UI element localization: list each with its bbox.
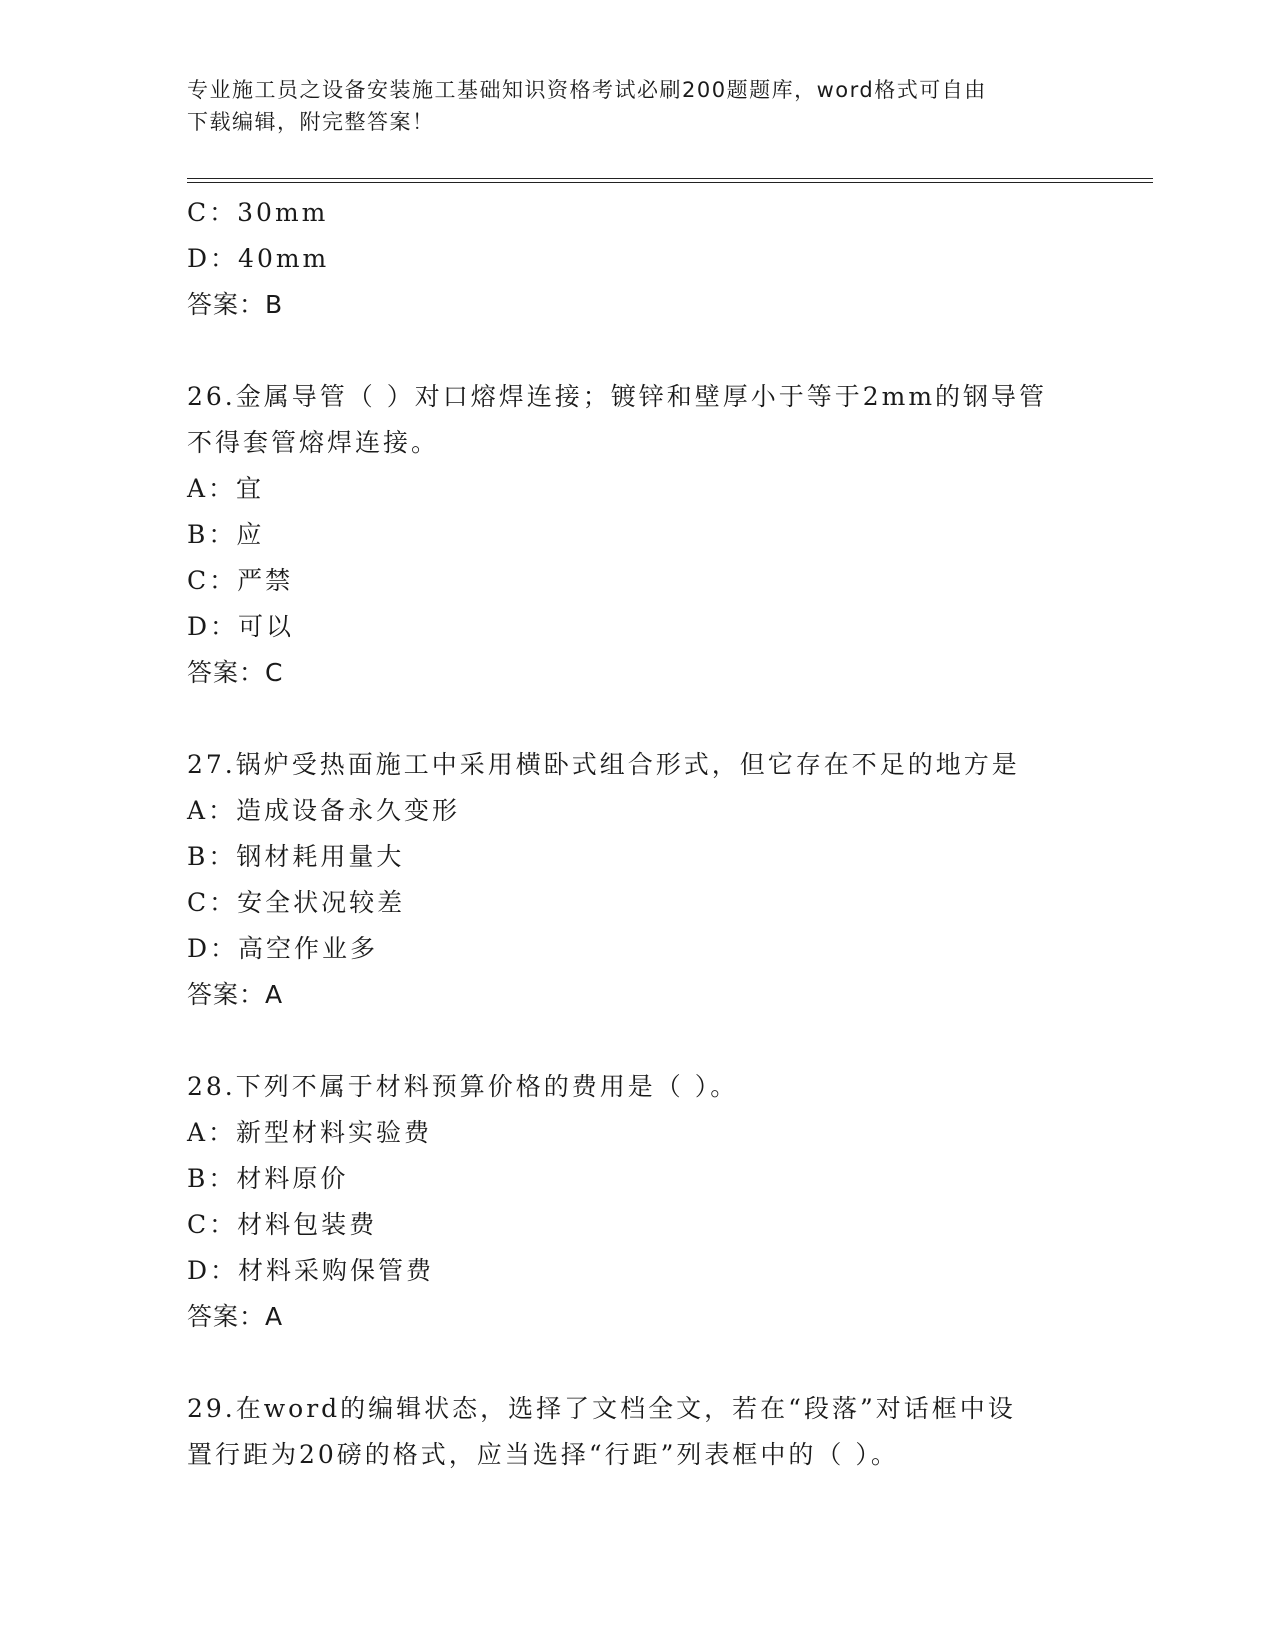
question-text-line: 26.金属导管（ ）对口熔焊连接；镀锌和壁厚小于等于2mm的钢导管	[187, 382, 1048, 411]
option-c: C：安全状况较差	[187, 888, 406, 917]
question-block-27	[187, 742, 1087, 1018]
option-b: B：应	[187, 520, 265, 549]
option-a: A：造成设备永久变形	[187, 796, 461, 825]
question-block-25	[187, 190, 1087, 328]
option-b: B：材料原价	[187, 1164, 349, 1193]
option-c: C：材料包装费	[187, 1210, 378, 1239]
option-a: A：新型材料实验费	[187, 1118, 433, 1147]
option-d: D：材料采购保管费	[187, 1256, 435, 1285]
option-c: C：30mm	[187, 198, 329, 227]
answer-text: 答案：B	[187, 290, 284, 319]
option-d: D：40mm	[187, 244, 330, 273]
question-content	[187, 190, 1087, 1478]
spacer	[187, 696, 1087, 742]
answer-text: 答案：A	[187, 1302, 284, 1331]
spacer	[187, 328, 1087, 374]
question-text-line: 28.下列不属于材料预算价格的费用是（ ）。	[187, 1072, 739, 1101]
question-text-line: 29.在word的编辑状态，选择了文档全文，若在“段落”对话框中设	[187, 1394, 1016, 1423]
option-c: C：严禁	[187, 566, 294, 595]
header-title-line-2: 下载编辑，附完整答案！	[187, 110, 435, 134]
question-block-28	[187, 1064, 1087, 1340]
option-d: D：高空作业多	[187, 934, 379, 963]
header-title-line-1: 专业施工员之设备安装施工基础知识资格考试必刷200题题库，word格式可自由	[187, 78, 987, 102]
spacer	[187, 1340, 1087, 1386]
page-header	[187, 74, 1067, 138]
answer-text: 答案：A	[187, 980, 284, 1009]
option-d: D：可以	[187, 612, 295, 641]
question-block-29	[187, 1386, 1087, 1478]
question-text-line: 置行距为20磅的格式，应当选择“行距”列表框中的（ ）。	[187, 1440, 899, 1469]
header-divider	[187, 178, 1153, 183]
question-text-line: 不得套管熔焊连接。	[187, 428, 440, 457]
question-text-line: 27.锅炉受热面施工中采用横卧式组合形式，但它存在不足的地方是	[187, 750, 1020, 779]
answer-text: 答案：C	[187, 658, 284, 687]
question-block-26	[187, 374, 1087, 696]
option-b: B：钢材耗用量大	[187, 842, 405, 871]
option-a: A：宜	[187, 474, 265, 503]
spacer	[187, 1018, 1087, 1064]
